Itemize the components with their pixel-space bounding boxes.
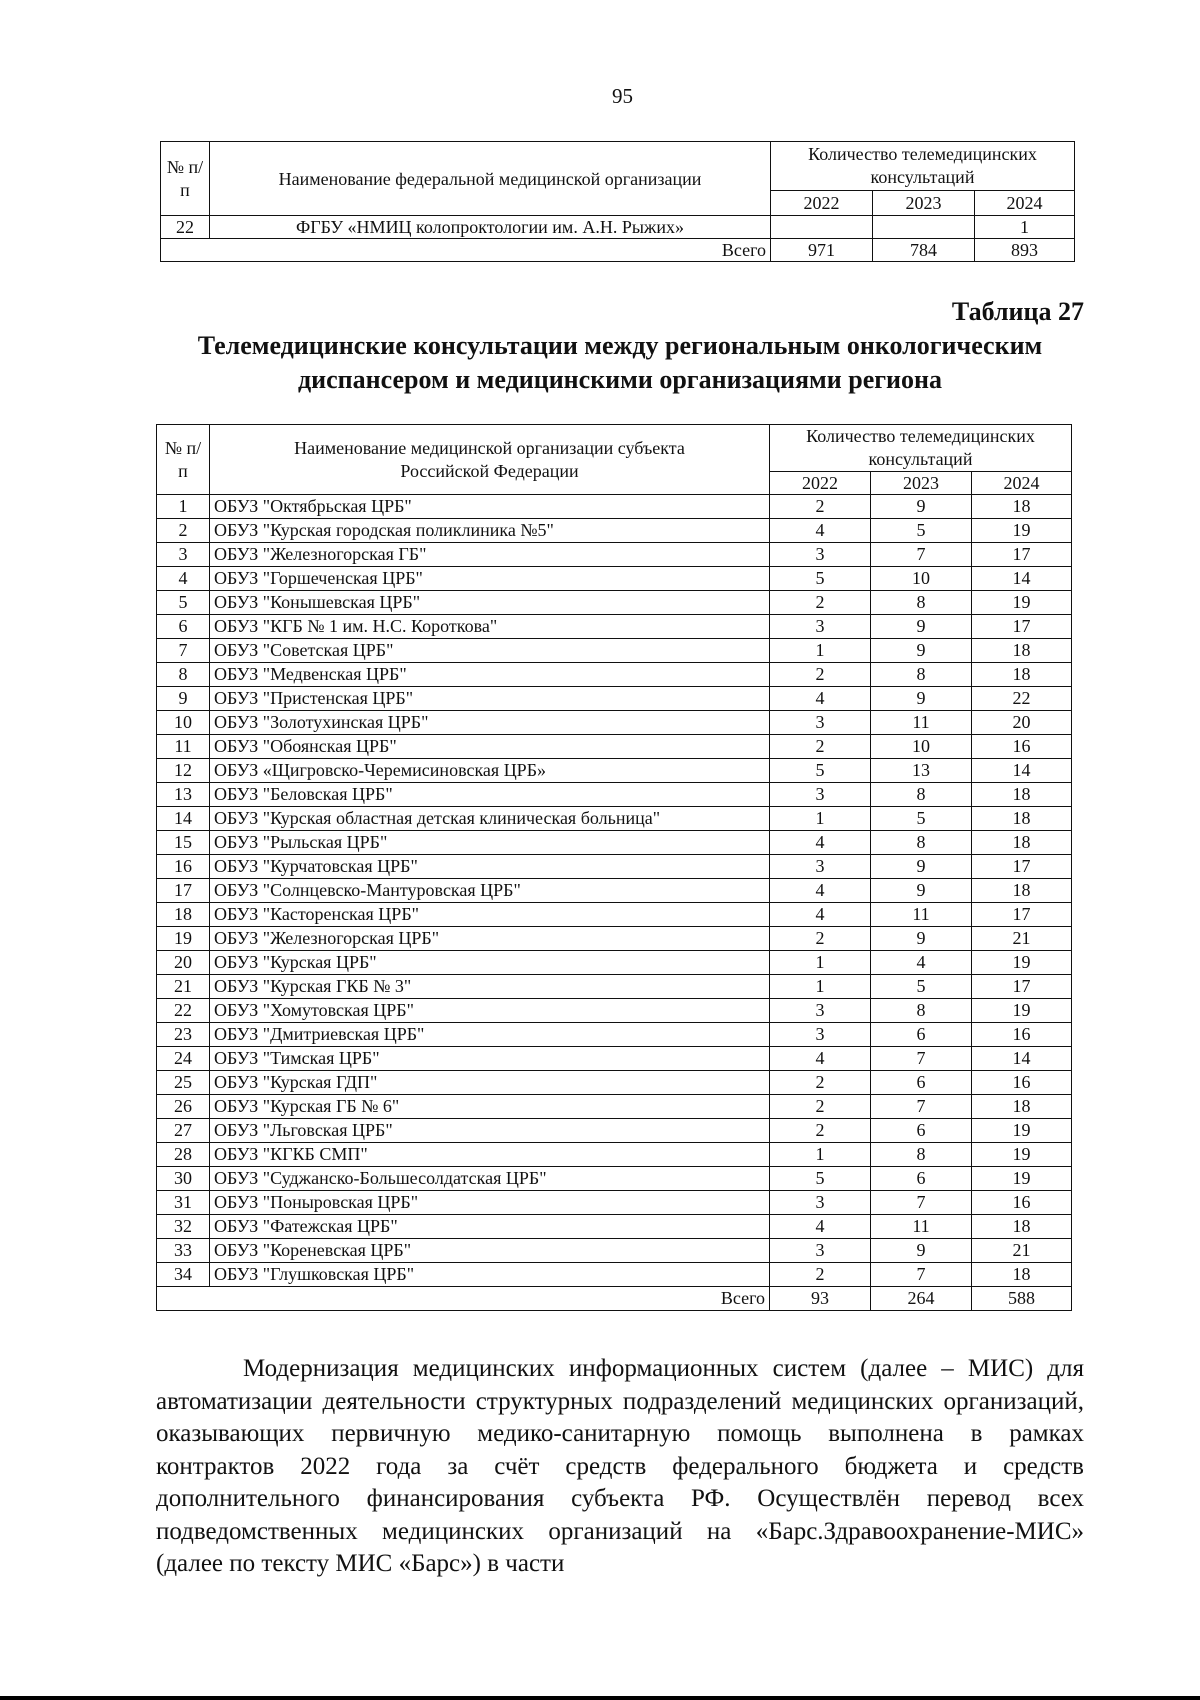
- row-value-2023: 13: [871, 759, 972, 783]
- total-label: Всего: [157, 1287, 770, 1311]
- row-value-2022: 4: [770, 519, 871, 543]
- row-value-2022: 4: [770, 687, 871, 711]
- row-value-2022: 5: [770, 567, 871, 591]
- row-value-2024: 16: [972, 1071, 1072, 1095]
- row-value-2022: 3: [770, 1239, 871, 1263]
- row-value-2024: 17: [972, 543, 1072, 567]
- row-value-2022: 4: [770, 831, 871, 855]
- row-num: 17: [157, 879, 210, 903]
- table-label: Таблица 27: [951, 297, 1084, 326]
- table-row: [157, 951, 1072, 975]
- row-value-2023: 8: [871, 1143, 972, 1167]
- row-value-2022: 1: [770, 807, 871, 831]
- row-value-2024: 19: [972, 999, 1072, 1023]
- row-value-2024: 22: [972, 687, 1072, 711]
- row-name: ОБУЗ "Октябрьская ЦРБ": [210, 495, 770, 519]
- col-header-name: Наименование федеральной медицинской организации: [210, 142, 771, 216]
- row-value-2022: 4: [770, 903, 871, 927]
- row-num: 18: [157, 903, 210, 927]
- row-value-2022: 2: [770, 1095, 871, 1119]
- table-row: [157, 807, 1072, 831]
- row-value-2023: 11: [871, 903, 972, 927]
- row-value-2023: 9: [871, 1239, 972, 1263]
- col-header-name: Наименование медицинской организации субъекта Российской Федерации: [210, 425, 770, 495]
- row-value-2022: 3: [770, 543, 871, 567]
- table-row: [157, 783, 1072, 807]
- table-row: [157, 639, 1072, 663]
- row-value-2023: 10: [871, 735, 972, 759]
- row-value-2023: 7: [871, 543, 972, 567]
- table-row: [157, 591, 1072, 615]
- row-value-2024: 16: [972, 1023, 1072, 1047]
- row-num: 32: [157, 1215, 210, 1239]
- row-name: ОБУЗ "Льговская ЦРБ": [210, 1119, 770, 1143]
- row-name: ОБУЗ "Курская ГКБ № 3": [210, 975, 770, 999]
- row-name: ОБУЗ "Солнцевско-Мантуровская ЦРБ": [210, 879, 770, 903]
- row-num: 8: [157, 663, 210, 687]
- table-row: [157, 519, 1072, 543]
- row-num: 15: [157, 831, 210, 855]
- row-value-2023: 11: [871, 711, 972, 735]
- row-name: ОБУЗ "Курчатовская ЦРБ": [210, 855, 770, 879]
- row-num: 21: [157, 975, 210, 999]
- row-value-2024: 16: [972, 1191, 1072, 1215]
- row-value-2023: 5: [871, 807, 972, 831]
- row-num: 11: [157, 735, 210, 759]
- row-value-2023: 9: [871, 495, 972, 519]
- row-name: ОБУЗ "Железногорская ЦРБ": [210, 927, 770, 951]
- table-row: [157, 1191, 1072, 1215]
- row-value-2022: 3: [770, 783, 871, 807]
- row-value-2024: 14: [972, 1047, 1072, 1071]
- row-value-2023: 9: [871, 687, 972, 711]
- row-value-2023: 7: [871, 1263, 972, 1287]
- row-value-2022: 4: [770, 1047, 871, 1071]
- row-value-2024: 21: [972, 927, 1072, 951]
- table-row: [157, 975, 1072, 999]
- col-header-year: 2024: [975, 191, 1075, 216]
- row-value-2023: 8: [871, 831, 972, 855]
- row-name: ОБУЗ "Горшеченская ЦРБ": [210, 567, 770, 591]
- row-name: ОБУЗ "Курская ЦРБ": [210, 951, 770, 975]
- row-value-2024: 14: [972, 759, 1072, 783]
- row-num: 2: [157, 519, 210, 543]
- col-header-year: 2023: [873, 191, 975, 216]
- row-value-2024: 17: [972, 903, 1072, 927]
- row-num: 9: [157, 687, 210, 711]
- row-value-2022: 5: [770, 759, 871, 783]
- table-row: [157, 615, 1072, 639]
- table-row: [157, 735, 1072, 759]
- federal-consultations-table: [160, 141, 1075, 262]
- row-value-2023: 8: [871, 999, 972, 1023]
- row-value-2023: 7: [871, 1047, 972, 1071]
- row-name: ОБУЗ "КГКБ СМП": [210, 1143, 770, 1167]
- row-value-2024: 14: [972, 567, 1072, 591]
- row-value-2022: 2: [770, 927, 871, 951]
- row-value-2024: 18: [972, 783, 1072, 807]
- row-value-2024: 18: [972, 639, 1072, 663]
- row-value-2023: 10: [871, 567, 972, 591]
- row-value-2023: 6: [871, 1023, 972, 1047]
- row-value-2024: 18: [972, 879, 1072, 903]
- row-value-2024: 19: [972, 1167, 1072, 1191]
- row-value-2022: 3: [770, 1191, 871, 1215]
- row-value-2024: 19: [972, 1119, 1072, 1143]
- row-value-2024: 18: [972, 495, 1072, 519]
- row-num: 30: [157, 1167, 210, 1191]
- row-num: 10: [157, 711, 210, 735]
- row-value-2022: 3: [770, 615, 871, 639]
- regional-consultations-table: [156, 424, 1072, 1311]
- row-value-2022: 3: [770, 855, 871, 879]
- table-row: [157, 1239, 1072, 1263]
- total-2022: 93: [770, 1287, 871, 1311]
- total-row: [161, 239, 1075, 262]
- table-row: [157, 999, 1072, 1023]
- row-name: ОБУЗ "Кореневская ЦРБ": [210, 1239, 770, 1263]
- row-name: ОБУЗ "Золотухинская ЦРБ": [210, 711, 770, 735]
- row-value-2023: 6: [871, 1119, 972, 1143]
- row-value-2024: 18: [972, 1095, 1072, 1119]
- row-name: ОБУЗ "Дмитриевская ЦРБ": [210, 1023, 770, 1047]
- col-header-year: 2022: [771, 191, 873, 216]
- row-value-2022: 3: [770, 1023, 871, 1047]
- row-value-2024: 17: [972, 975, 1072, 999]
- row-name: ОБУЗ "Касторенская ЦРБ": [210, 903, 770, 927]
- total-2024: 893: [975, 239, 1075, 262]
- row-name: ОБУЗ "Курская ГДП": [210, 1071, 770, 1095]
- row-value-2023: 7: [871, 1191, 972, 1215]
- col-header-count: Количество телемедицинских консультаций: [770, 425, 1072, 472]
- row-num: 3: [157, 543, 210, 567]
- row-value-2022: 3: [770, 999, 871, 1023]
- row-value-2024: 18: [972, 807, 1072, 831]
- row-num: 4: [157, 567, 210, 591]
- total-2023: 264: [871, 1287, 972, 1311]
- row-name: ОБУЗ "КГБ № 1 им. Н.С. Короткова": [210, 615, 770, 639]
- row-name: ОБУЗ "Глушковская ЦРБ": [210, 1263, 770, 1287]
- row-value-2022: 5: [770, 1167, 871, 1191]
- table-row: [157, 495, 1072, 519]
- row-value-2024: 17: [972, 615, 1072, 639]
- table-row: [157, 1119, 1072, 1143]
- row-name: ОБУЗ "Тимская ЦРБ": [210, 1047, 770, 1071]
- row-name: ОБУЗ "Курская областная детская клиническая больница": [210, 807, 770, 831]
- row-name: ОБУЗ "Поныровская ЦРБ": [210, 1191, 770, 1215]
- table-row: [157, 1263, 1072, 1287]
- table-row: [157, 543, 1072, 567]
- row-value-2022: 4: [770, 879, 871, 903]
- row-num: 6: [157, 615, 210, 639]
- table-row: [157, 903, 1072, 927]
- table-row: [157, 759, 1072, 783]
- row-name: ОБУЗ "Медвенская ЦРБ": [210, 663, 770, 687]
- row-value-2023: 8: [871, 591, 972, 615]
- row-num: 26: [157, 1095, 210, 1119]
- col-header-year: 2022: [770, 472, 871, 495]
- row-value-2024: 19: [972, 1143, 1072, 1167]
- row-value-2022: 3: [770, 711, 871, 735]
- row-name: ОБУЗ "Советская ЦРБ": [210, 639, 770, 663]
- row-value-2022: 2: [770, 591, 871, 615]
- table-row: [157, 1071, 1072, 1095]
- row-name: ОБУЗ "Беловская ЦРБ": [210, 783, 770, 807]
- row-value-2024: 17: [972, 855, 1072, 879]
- row-value-2023: 7: [871, 1095, 972, 1119]
- col-header-year: 2024: [972, 472, 1072, 495]
- row-name: ОБУЗ "Хомутовская ЦРБ": [210, 999, 770, 1023]
- row-name: ОБУЗ "Конышевская ЦРБ": [210, 591, 770, 615]
- col-header-num: № п/п: [157, 425, 210, 495]
- row-value-2023: 11: [871, 1215, 972, 1239]
- row-num: 1: [157, 495, 210, 519]
- row-value-2023: 5: [871, 519, 972, 543]
- total-2023: 784: [873, 239, 975, 262]
- row-value-2022: 2: [770, 1263, 871, 1287]
- row-name: ОБУЗ "Обоянская ЦРБ": [210, 735, 770, 759]
- row-num: 14: [157, 807, 210, 831]
- total-label: Всего: [161, 239, 771, 262]
- row-value-2023: 6: [871, 1071, 972, 1095]
- row-name: ОБУЗ "Пристенская ЦРБ": [210, 687, 770, 711]
- row-value-2024: 21: [972, 1239, 1072, 1263]
- total-2024: 588: [972, 1287, 1072, 1311]
- table-row: [157, 567, 1072, 591]
- row-value-2022: 2: [770, 495, 871, 519]
- row-name: ОБУЗ "Железногорская ГБ": [210, 543, 770, 567]
- bottom-rule: [0, 1696, 1200, 1700]
- row-num: 20: [157, 951, 210, 975]
- row-value-2022: 1: [770, 639, 871, 663]
- table-row: [157, 1143, 1072, 1167]
- col-header-year: 2023: [871, 472, 972, 495]
- row-value-2024: 19: [972, 519, 1072, 543]
- row-num: 25: [157, 1071, 210, 1095]
- row-name: ОБУЗ "Фатежская ЦРБ": [210, 1215, 770, 1239]
- row-value-2024: 19: [972, 591, 1072, 615]
- row-value-2024: 16: [972, 735, 1072, 759]
- table-row: [157, 855, 1072, 879]
- row-num: 23: [157, 1023, 210, 1047]
- row-value-2022: 1: [770, 975, 871, 999]
- table-row: [161, 216, 1075, 239]
- row-name: ОБУЗ "Суджанско-Большесолдатская ЦРБ": [210, 1167, 770, 1191]
- row-value-2022: 2: [770, 735, 871, 759]
- row-value-2022: 1: [770, 951, 871, 975]
- row-num: 27: [157, 1119, 210, 1143]
- table-title: Телемедицинские консультации между региональным онкологическим диспансером и медицинскими организациями региона: [197, 331, 1043, 394]
- row-value-2023: 5: [871, 975, 972, 999]
- row-num: 31: [157, 1191, 210, 1215]
- table-row: [157, 687, 1072, 711]
- col-header-count: Количество телемедицинских консультаций: [771, 142, 1075, 191]
- row-value-2022: 4: [770, 1215, 871, 1239]
- row-value-2024: 1: [975, 216, 1075, 239]
- row-num: 5: [157, 591, 210, 615]
- row-value-2023: 6: [871, 1167, 972, 1191]
- table-row: [157, 831, 1072, 855]
- row-value-2023: 8: [871, 663, 972, 687]
- total-2022: 971: [771, 239, 873, 262]
- row-num: 12: [157, 759, 210, 783]
- row-num: 19: [157, 927, 210, 951]
- row-name: ОБУЗ "Курская городская поликлиника №5": [210, 519, 770, 543]
- row-value-2024: 18: [972, 831, 1072, 855]
- table-row: [157, 927, 1072, 951]
- table-row: [157, 879, 1072, 903]
- row-value-2024: 20: [972, 711, 1072, 735]
- body-paragraph: Модернизация медицинских информационных систем (далее – МИС) для автоматизации деятельности структурных подразделений медицинских организаций, оказывающих первичную медико-санитарную помощь выполнена в рамках контрактов 2022 года за счёт средств федерального бюджета и средств дополнительного финансирования субъекта РФ. Осуществлён перевод всех подведомственных медицинских организаций на «Барс.Здравоохранение-МИС» (далее по тексту МИС «Барс») в части: [156, 1355, 1084, 1577]
- row-num: 24: [157, 1047, 210, 1071]
- row-num: 16: [157, 855, 210, 879]
- table-row: [157, 1167, 1072, 1191]
- table-row: [157, 1215, 1072, 1239]
- row-num: 34: [157, 1263, 210, 1287]
- row-name: ОБУЗ "Курская ГБ № 6": [210, 1095, 770, 1119]
- row-value-2022: [771, 216, 873, 239]
- row-value-2023: 8: [871, 783, 972, 807]
- row-value-2022: 1: [770, 1143, 871, 1167]
- row-name: ФГБУ «НМИЦ колопроктологии им. А.Н. Рыжих»: [210, 216, 771, 239]
- row-value-2024: 18: [972, 663, 1072, 687]
- row-num: 22: [161, 216, 210, 239]
- row-value-2022: 2: [770, 1071, 871, 1095]
- row-value-2023: 9: [871, 879, 972, 903]
- row-name: ОБУЗ «Щигровско-Черемисиновская ЦРБ»: [210, 759, 770, 783]
- row-value-2022: 2: [770, 1119, 871, 1143]
- row-value-2023: 9: [871, 927, 972, 951]
- row-value-2024: 19: [972, 951, 1072, 975]
- table-row: [157, 663, 1072, 687]
- row-num: 7: [157, 639, 210, 663]
- row-value-2023: 9: [871, 615, 972, 639]
- row-value-2024: 18: [972, 1263, 1072, 1287]
- table-row: [157, 1047, 1072, 1071]
- row-value-2024: 18: [972, 1215, 1072, 1239]
- row-num: 28: [157, 1143, 210, 1167]
- row-num: 22: [157, 999, 210, 1023]
- table-row: [157, 1023, 1072, 1047]
- row-value-2023: 9: [871, 855, 972, 879]
- row-value-2023: 4: [871, 951, 972, 975]
- row-name: ОБУЗ "Рыльская ЦРБ": [210, 831, 770, 855]
- row-value-2023: 9: [871, 639, 972, 663]
- row-num: 13: [157, 783, 210, 807]
- col-header-num: № п/п: [161, 142, 210, 216]
- row-value-2022: 2: [770, 663, 871, 687]
- total-row: [157, 1287, 1072, 1311]
- table-row: [157, 1095, 1072, 1119]
- page-number: 95: [612, 84, 633, 108]
- row-value-2023: [873, 216, 975, 239]
- row-num: 33: [157, 1239, 210, 1263]
- table-row: [157, 711, 1072, 735]
